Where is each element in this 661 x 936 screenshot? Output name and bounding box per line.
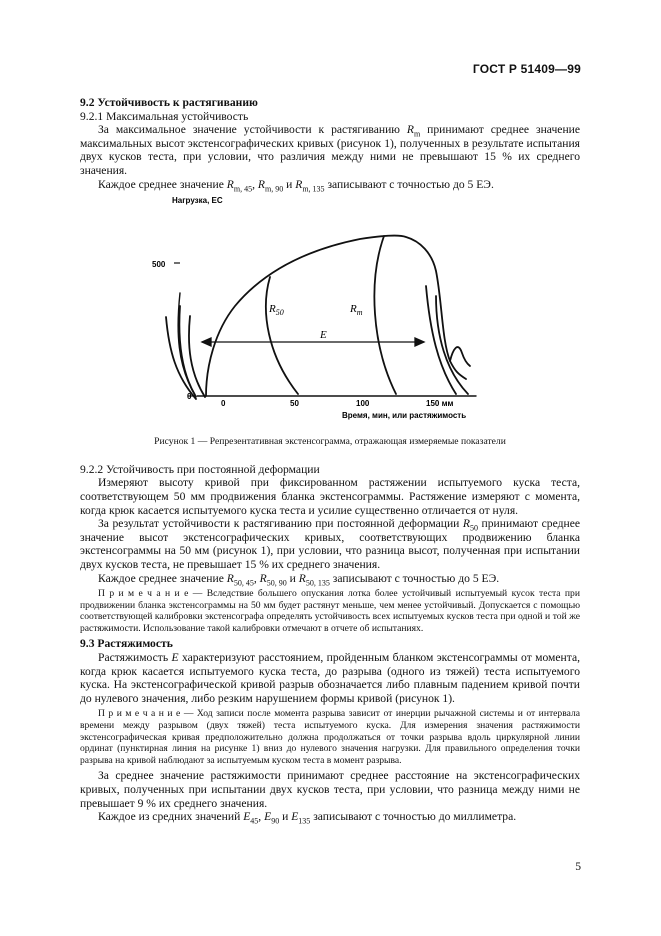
var-sub: m, 45 <box>233 183 253 193</box>
section-9-3-title: 9.3 Растяжимость <box>80 637 173 651</box>
paragraph-9-3-a <box>80 651 580 705</box>
note-label: П р и м е ч а н и е <box>98 588 189 600</box>
text-run: Каждое из средних значений <box>98 810 244 824</box>
extensogram-figure <box>80 191 580 433</box>
e-arrow-left <box>202 338 211 346</box>
var-r: R <box>226 571 234 585</box>
text-run: , <box>258 810 265 824</box>
subsection-9-2-2-title: 9.2.2 Устойчивость при постоянной деформации <box>80 462 320 476</box>
r50-line <box>266 277 298 394</box>
paragraph-9-2-2-a: Измеряют высоту кривой при фиксированном растяжении испытуемого куска теста, соответствующем 50 мм продвижения бланка экстенсограммы. Растяжение измеряют с момента, когда крюк касается испытуемого куска теста и усилие существенно отличается от нуля. <box>80 476 580 517</box>
var-r: R <box>298 571 306 585</box>
note-9-3 <box>80 708 580 766</box>
text-run: характеризуют расстоянием, пройденным бланком экстенсограммы от момента, когда крюк касается испытуемого куска теста, до разрыва (одного из тяжей) теста испытуемого куска. На экстенсографической кривой разрыв обозначается либо плавным падением кривой почти до нулевого значения, либо резким нарушением формы кривой (рисунок 1). <box>80 651 580 705</box>
x-tick-label-0: 0 <box>221 399 226 409</box>
label-e: E <box>320 329 327 342</box>
label-r50-sub: 50 <box>275 308 284 318</box>
var-sub: 50, 90 <box>266 577 287 587</box>
text-run: записывают с точностью до 5 ЕЭ. <box>324 177 494 191</box>
x-tick-label-50: 50 <box>290 399 299 409</box>
paragraph-9-3-c <box>80 810 580 824</box>
x-tick-label-150: 150 мм <box>426 399 454 409</box>
text-run: Каждое среднее значение <box>98 177 227 191</box>
var-sub: 50, 135 <box>305 577 330 587</box>
label-r50-var: R <box>269 303 276 316</box>
y-tick-label-500: 500 <box>152 260 166 270</box>
text-run: записывают с точностью до миллиметра. <box>310 810 517 824</box>
var-r: R <box>257 177 265 191</box>
text-run: принимают среднее значение максимальных высот экстенсографических кривых (рисунок 1), полученных в результате испытания двух кусков теста, при условии, что различия между ними не превышают 15 % их среднего значения. <box>80 123 580 177</box>
e-arrow-right <box>415 338 424 346</box>
note-label: П р и м е ч а н и е <box>98 708 181 720</box>
x-tick-label-100: 100 <box>356 399 370 409</box>
rm-line <box>374 236 396 394</box>
note-9-2-2 <box>80 588 580 634</box>
axis-arc <box>179 306 195 395</box>
y-tick-label-0: 0 <box>187 392 192 402</box>
label-rm <box>349 303 363 317</box>
text-run: Каждое среднее значение <box>98 571 227 585</box>
paragraph-9-2-2-c <box>80 572 580 586</box>
var-e: E <box>243 810 251 824</box>
paragraph-9-2-1-b <box>80 178 580 192</box>
tail-wave <box>450 347 470 366</box>
var-e: E <box>264 810 272 824</box>
var-r: R <box>226 177 234 191</box>
paragraph-9-2-1-a <box>80 123 580 177</box>
text-run: и <box>283 177 296 191</box>
var-e: E <box>171 651 179 665</box>
text-run: , <box>253 571 260 585</box>
paragraph-9-3-b: За среднее значение растяжимости принимают среднее расстояние на экстенсографических кривых, полученных при испытании двух кусков теста, при условии, что разница между ними не превышает 9 % их среднего значения. <box>80 769 580 810</box>
x-axis-label: Время, мин, или растяжимость <box>342 411 467 421</box>
text-run: , <box>252 177 258 191</box>
page-number: 5 <box>575 860 581 873</box>
start-arc <box>189 316 205 397</box>
note-text: — Ход записи после момента разрыва зависит от инерции рычажной системы и от интервала времени между разрывом (двух тяжей) теста испытуемого куска. Для измерения значения растяжимости экстенсографическая кривая предположительно должна продолжаться от точки разрыва вдоль циркулярной линии ординат (пунктирная линия на рисунке 1) вниз до нулевого значения нагрузки. Для правильного определения точки разрыва на кривой наблюдают за испытуемым куском теста в момент разрыва. <box>80 708 580 766</box>
var-sub: m, 90 <box>264 183 284 193</box>
text-run: и <box>286 571 299 585</box>
y-axis-label: Нагрузка, ЕС <box>172 196 223 206</box>
text-run: и <box>279 810 292 824</box>
text-run: За максимальное значение устойчивости к растягиванию <box>98 123 407 137</box>
var-r: R <box>462 517 470 531</box>
var-sub: 50 <box>470 523 478 533</box>
var-r: R <box>259 571 267 585</box>
var-sub: 50, 45 <box>233 577 254 587</box>
extensogram-diagram <box>80 191 580 433</box>
subsection-9-2-1-title: 9.2.1 Максимальная устойчивость <box>80 109 249 123</box>
figure-caption: Рисунок 1 — Репрезентативная экстенсограмма, отражающая измеряемые показатели <box>154 436 506 448</box>
main-curve <box>206 236 466 396</box>
var-sub: 90 <box>271 816 280 826</box>
var-r: R <box>406 123 414 137</box>
var-r: R <box>295 177 303 191</box>
label-rm-sub: m <box>356 308 363 318</box>
text-run: За результат устойчивости к растягиванию при постоянной деформации <box>98 517 463 531</box>
var-sub: m <box>413 129 421 139</box>
var-e: E <box>291 810 299 824</box>
text-run: Растяжимость <box>98 651 172 665</box>
var-sub: 45 <box>250 816 259 826</box>
var-sub: 135 <box>298 816 311 826</box>
text-run: принимают среднее значение высот экстенсографических кривых, соответствующих продвижению бланка экстенсограммы на 50 мм (рисунок 1), при условии, что разница высот, полученная при испытании двух кусков теста, не превышает 15 % их среднего значения. <box>80 517 580 571</box>
document-body <box>80 96 580 824</box>
document-header: ГОСТ Р 51409—99 <box>472 62 581 76</box>
note-text: — Вследствие большего опускания лотка более устойчивый испытуемый кусок теста при продвижении бланка экстенсограммы на 50 мм будет растянут меньше, чем менее устойчивый. Допускается с помощью соответствующей калибровки экстенсографа определять устойчивость всех испытуемых кусков теста при одной и той же растяжимости. Использование такой калибровки отмечают в отчете об испытаниях. <box>80 588 580 634</box>
var-sub: m, 135 <box>302 183 325 193</box>
label-rm-var: R <box>350 303 357 316</box>
text-run: записывают с точностью до 5 ЕЭ. <box>329 571 500 585</box>
paragraph-9-2-2-b <box>80 517 580 571</box>
section-9-2-title: 9.2 Устойчивость к растягиванию <box>80 96 258 109</box>
label-r50 <box>268 303 284 317</box>
